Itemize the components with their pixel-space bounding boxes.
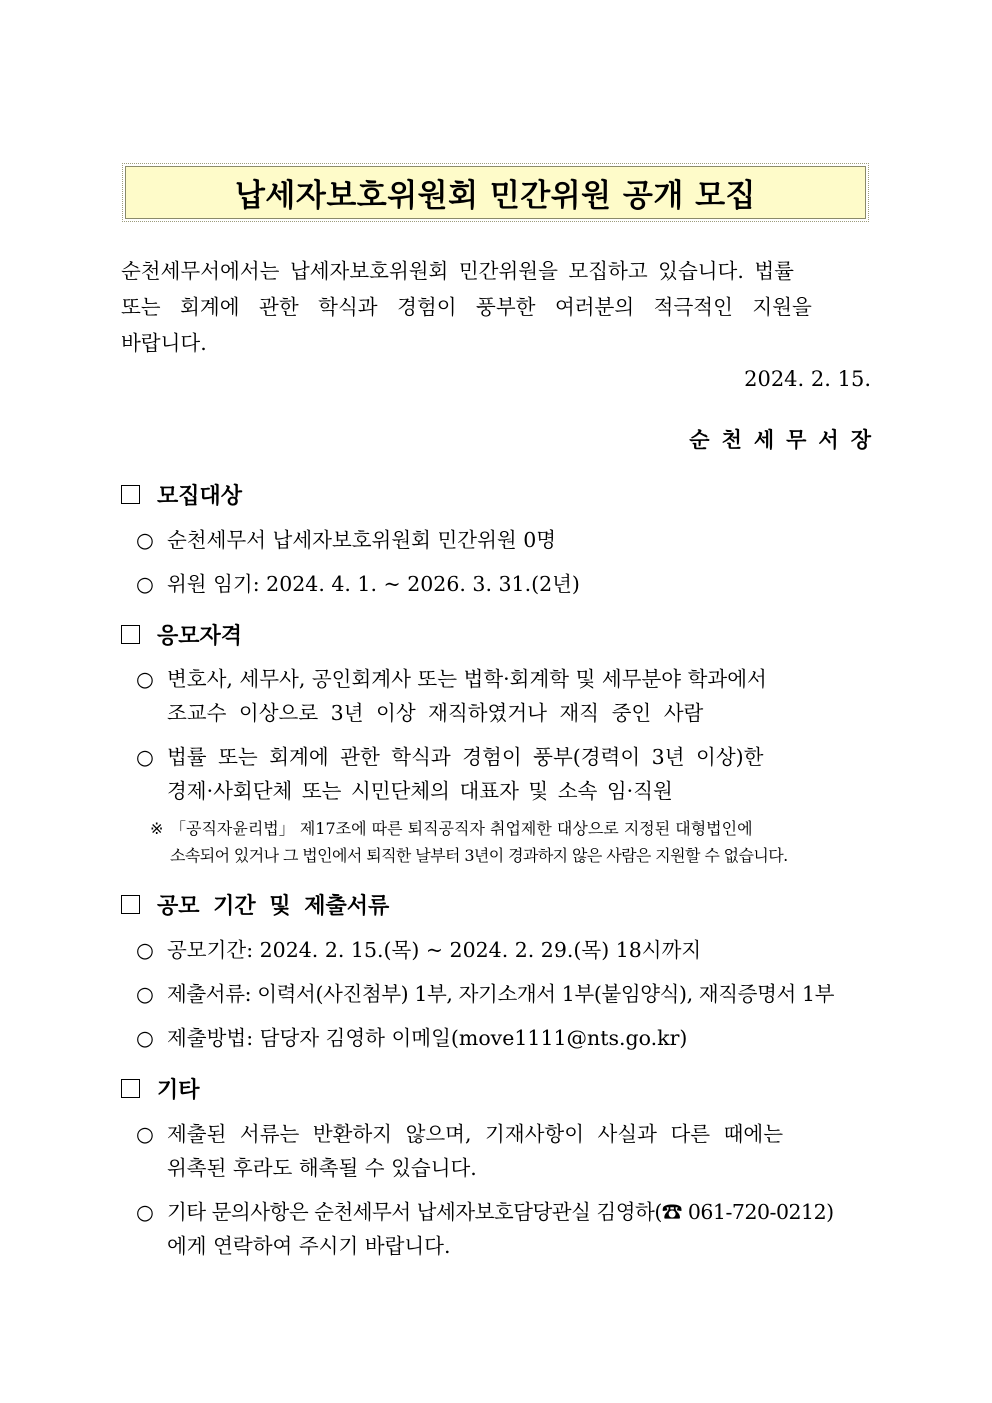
section-heading-others	[121, 1073, 200, 1104]
item-text: 법률 또는 회계에 관한 학식과 경험이 풍부(경력이 3년 이상)한	[167, 745, 764, 769]
checkbox-square-icon	[121, 895, 140, 914]
circle-bullet-icon: ○	[136, 572, 154, 596]
list-item	[136, 1021, 872, 1055]
intro-paragraph	[121, 253, 871, 361]
item-text: 제출서류: 이력서(사진첨부) 1부, 자기소개서 1부(붙임양식), 재직증명서 1부	[167, 982, 835, 1006]
list-item	[136, 933, 872, 967]
list-item	[136, 977, 872, 1011]
note-block	[150, 815, 872, 869]
item-text: 위원 임기: 2024. 4. 1. ~ 2026. 3. 31.(2년)	[167, 572, 580, 596]
section-heading-eligibility	[121, 619, 242, 650]
list-item	[136, 662, 872, 730]
list-item	[136, 567, 872, 601]
item-text: 경제·사회단체 또는 시민단체의 대표자 및 소속 임·직원	[167, 779, 673, 803]
item-text: 공모기간: 2024. 2. 15.(목) ~ 2024. 2. 29.(목) 18시까지	[167, 938, 702, 962]
circle-bullet-icon: ○	[136, 1122, 154, 1146]
intro-line: 또는 회계에 관한 학식과 경험이 풍부한 여러분의 적극적인 지원을	[121, 295, 812, 319]
item-text: 기타 문의사항은 순천세무서 납세자보호담당관실 김영하(☎ 061-720-0212)	[167, 1200, 834, 1224]
item-text: 순천세무서 납세자보호위원회 민간위원 0명	[167, 528, 557, 552]
circle-bullet-icon: ○	[136, 1026, 154, 1050]
note-text: 소속되어 있거나 그 법인에서 퇴직한 날부터 3년이 경과하지 않은 사람은 지원할 수 없습니다.	[170, 846, 788, 865]
item-text: 위촉된 후라도 해촉될 수 있습니다.	[167, 1156, 477, 1180]
title-box	[125, 166, 866, 219]
item-text: 변호사, 세무사, 공인회계사 또는 법학·회계학 및 세무분야 학과에서	[167, 667, 767, 691]
circle-bullet-icon: ○	[136, 667, 154, 691]
item-text: 제출방법: 담당자 김영하 이메일(move1111@nts.go.kr)	[167, 1026, 688, 1050]
circle-bullet-icon: ○	[136, 982, 154, 1006]
list-item	[136, 1195, 872, 1263]
section-heading-period-documents	[121, 889, 389, 920]
item-text: 에게 연락하여 주시기 바랍니다.	[167, 1234, 451, 1258]
section-heading-label: 응모자격	[157, 623, 243, 649]
item-text: 조교수 이상으로 3년 이상 재직하였거나 재직 중인 사람	[167, 701, 704, 725]
page-title: 납세자보호위원회 민간위원 공개 모집	[234, 178, 756, 214]
intro-line: 바랍니다.	[121, 331, 207, 355]
checkbox-square-icon	[121, 625, 140, 644]
section-heading-label: 공모 기간 및 제출서류	[157, 893, 390, 919]
list-item	[136, 1117, 872, 1185]
section-heading-label: 모집대상	[157, 483, 243, 509]
section-heading-recruitment-target	[121, 479, 242, 510]
section-heading-label: 기타	[157, 1077, 200, 1103]
item-text: 제출된 서류는 반환하지 않으며, 기재사항이 사실과 다른 때에는	[167, 1122, 784, 1146]
reference-mark-icon: ※	[150, 819, 164, 838]
circle-bullet-icon: ○	[136, 528, 154, 552]
note-text: 「공직자윤리법」 제17조에 따른 퇴직공직자 취업제한 대상으로 지정된 대형법인에	[170, 819, 753, 838]
checkbox-square-icon	[121, 1079, 140, 1098]
circle-bullet-icon: ○	[136, 745, 154, 769]
intro-line: 순천세무서에서는 납세자보호위원회 민간위원을 모집하고 있습니다. 법률	[121, 259, 794, 283]
list-item	[136, 740, 872, 808]
circle-bullet-icon: ○	[136, 938, 154, 962]
notice-date: 2024. 2. 15.	[744, 367, 871, 391]
list-item	[136, 523, 872, 557]
signer: 순천세무서장	[689, 427, 883, 452]
checkbox-square-icon	[121, 485, 140, 504]
circle-bullet-icon: ○	[136, 1200, 154, 1224]
